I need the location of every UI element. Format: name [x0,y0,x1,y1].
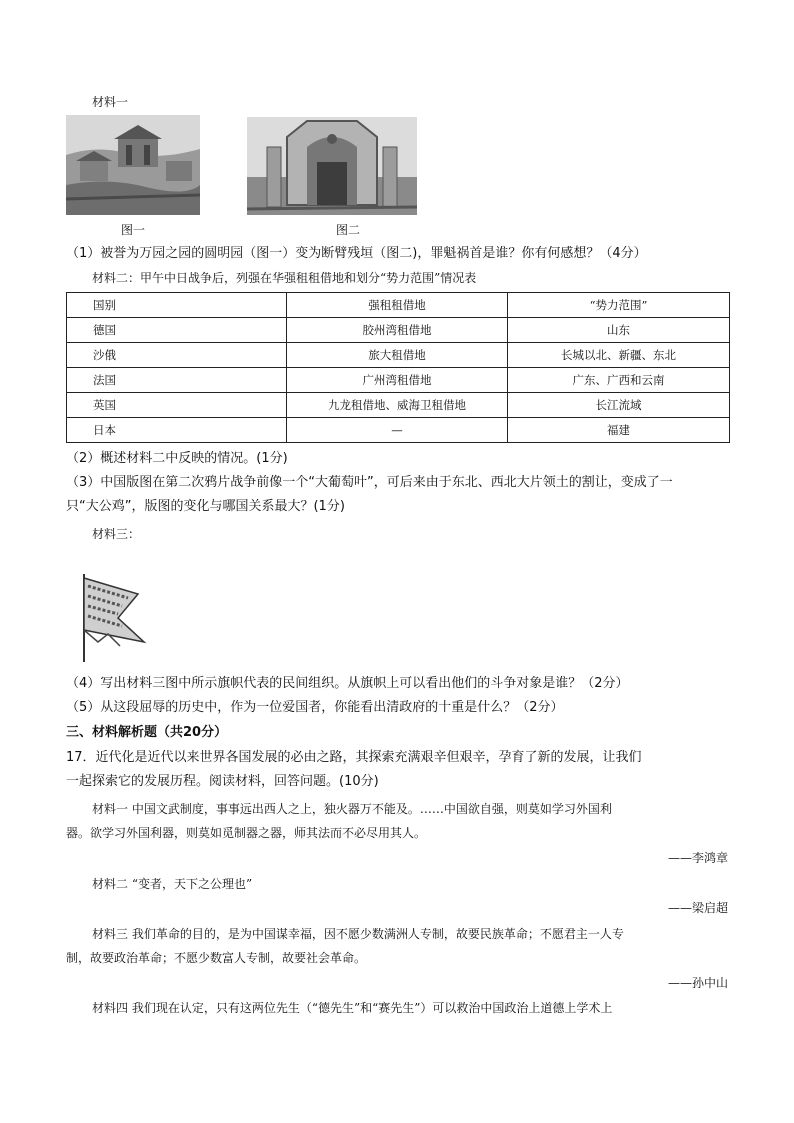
cell-sphere: 长城以北、新疆、东北 [508,343,730,368]
cell-sphere: 山东 [508,318,730,343]
cell-leased-territory: 广州湾租借地 [287,368,508,393]
table-row [67,393,730,418]
cell-leased-territory: 胶州湾租借地 [287,318,508,343]
header-sphere-of-influence: “势力范围” [508,293,730,318]
question-17-line2: 一起探索它的发展历程。阅读材料，回答问题。(10分) [66,774,379,789]
question-1: （1）被誉为万园之园的圆明园（图一）变为断臂残垣（图二)，罪魁祸首是谁？你有何感想？（4分） [66,246,647,261]
material17-1-source: ——李鸿章 [667,851,728,865]
question-3-line1: （3）中国版图在第二次鸦片战争前像一个“大葡萄叶”，可后来由于东北、西北大片领土的割让，变成了一 [66,475,673,490]
table-header-row [67,293,730,318]
material1-label: 材料一 [92,95,129,109]
cell-country: 英国 [67,393,287,418]
cell-leased-territory: — [287,418,508,443]
header-leased-territory: 强租租借地 [287,293,508,318]
material2-intro: 材料二：甲午中日战争后，列强在华强租租借地和划分“势力范围”情况表 [92,271,477,285]
figure1-caption: 图一 [121,223,146,237]
material17-3-source: ——孙中山 [667,976,728,990]
cell-country: 法国 [67,368,287,393]
cell-leased-territory: 旅大租借地 [287,343,508,368]
cell-country: 日本 [67,418,287,443]
material17-1-line2: 器。欲学习外国利器，则莫如觅制器之器，师其法而不必尽用其人。 [66,826,427,840]
figure2-caption: 图二 [336,223,361,237]
header-country: 国别 [67,293,287,318]
cell-country: 沙俄 [67,343,287,368]
boxer-flag-image [78,572,150,664]
cell-leased-territory: 九龙租借地、威海卫租借地 [287,393,508,418]
yuanmingyuan-painting-image [66,115,200,215]
question-4: （4）写出材料三图中所示旗帜代表的民间组织。从旗帜上可以看出他们的斗争对象是谁？（2分） [66,676,629,691]
question-5: （5）从这段屈辱的历史中，作为一位爱国者，你能看出清政府的十重是什么？（2分） [66,700,564,715]
question-2: （2）概述材料二中反映的情况。(1分) [66,451,288,466]
section3-title: 三、材料解析题（共20分） [66,725,228,740]
material17-2-line1: 材料二 “变者，天下之公理也” [92,877,253,891]
spheres-of-influence-table [66,292,730,443]
table-row [67,343,730,368]
cell-sphere: 长江流域 [508,393,730,418]
table-row [67,418,730,443]
question-3-line2: 只“大公鸡”，版图的变化与哪国关系最大？(1分) [66,499,345,514]
table-row [67,368,730,393]
material17-2-source: ——梁启超 [667,901,728,915]
cell-country: 德国 [67,318,287,343]
cell-sphere: 广东、广西和云南 [508,368,730,393]
cell-sphere: 福建 [508,418,730,443]
material17-4-line1: 材料四 我们现在认定，只有这两位先生（“德先生”和“赛先生”）可以救治中国政治上道德上学术上 [92,1001,613,1015]
material17-3-line2: 制，故要政治革命；不愿少数富人专制，故要社会革命。 [66,951,367,965]
yuanmingyuan-ruins-image [247,117,417,215]
material17-3-line1: 材料三 我们革命的目的，是为中国谋幸福，因不愿少数满洲人专制，故要民族革命；不愿君主一人专 [92,927,624,941]
material3-label: 材料三： [92,527,141,541]
question-17-line1: 17．近代化是近代以来世界各国发展的必由之路，其探索充满艰辛但艰辛，孕育了新的发展，让我们 [66,750,642,765]
table-row [67,318,730,343]
material17-1-line1: 材料一 中国文武制度，事事远出西人之上，独火器万不能及。……中国欲自强，则莫如学习外国利 [92,802,612,816]
